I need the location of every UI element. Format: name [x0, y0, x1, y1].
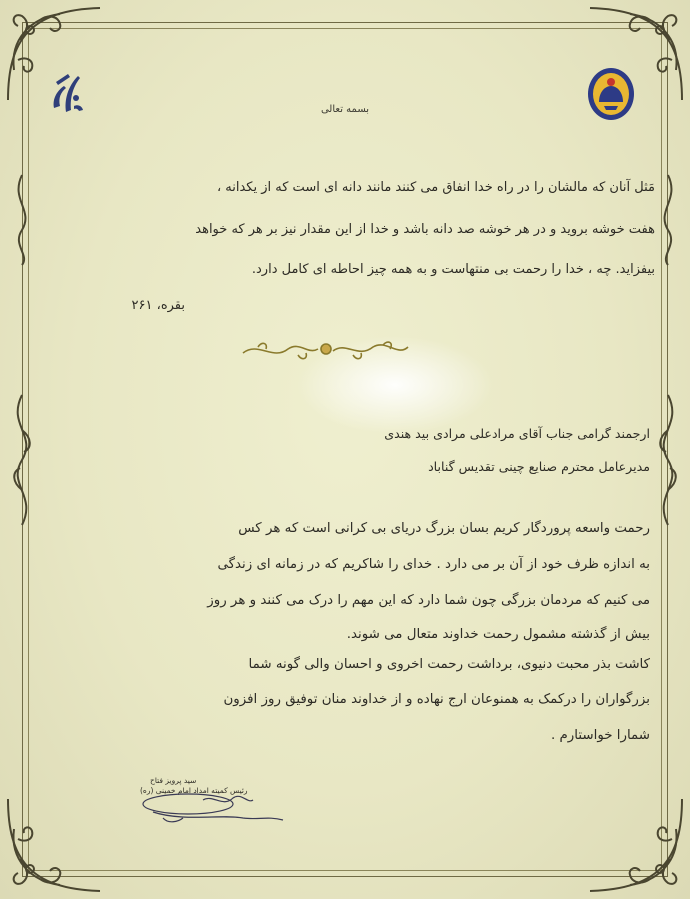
side-ornament-right: [648, 390, 688, 530]
floral-divider-icon: [238, 335, 413, 365]
side-ornament-left-upper: [2, 170, 42, 270]
verse-line: هفت خوشه بروید و در هر خوشه صد دانه باشد و خدا از این مقدار نیز بر هر که خواهد: [195, 222, 655, 237]
verse-line: مَثل آنان که مالشان را در راه خدا انفاق می کنند مانند دانه ای است که از یکدانه ،: [216, 180, 655, 195]
body-line: کاشت بذر محبت دنیوی، برداشت رحمت اخروی و احسان والی گونه شما: [248, 657, 650, 672]
body-line: رحمت واسعه پروردگار کریم بسان بزرگ دریای بی کرانی است که هر کس: [238, 521, 650, 536]
recipient-name: ارجمند گرامی جناب آقای مرادعلی مرادی بید هندی: [384, 426, 650, 441]
verse-reference: بقره، ۲۶۱: [131, 298, 185, 313]
page-title: بسمه تعالی: [320, 104, 370, 115]
signature-scribble-icon: [133, 774, 303, 834]
side-ornament-left: [2, 390, 42, 530]
inner-border: [28, 28, 662, 871]
recipient-title: مدیرعامل محترم صنایع چینی تقدیس گناباد: [428, 459, 650, 474]
body-line: بزرگواران را درکمک به همنوعان ارج نهاده و از خداوند منان توفیق روز افزون: [223, 692, 650, 707]
signatory-position: رئیس کمیته امداد امام خمینی (ره): [140, 786, 248, 795]
body-line: به اندازه ظرف خود از آن بر می دارد . خدای را شاکریم که در زمانه ای زندگی: [217, 557, 650, 572]
corner-ornament-bottom-right: [580, 789, 690, 899]
signatory-name: سید پرویز فتاح: [150, 776, 197, 785]
corner-ornament-bottom-left: [0, 789, 110, 899]
verse-line: بیفزاید. چه ، خدا را رحمت بی منتهاست و به همه چیز احاطه ای کامل دارد.: [251, 262, 655, 277]
body-line: می کنیم که مردمان بزرگی چون شما دارد که این مهم را درک می کنند و هر روز: [207, 593, 650, 608]
body-line: بیش از گذشته مشمول رحمت خداوند متعال می شوند.: [346, 627, 650, 642]
body-line: شمارا خواستارم .: [550, 728, 650, 743]
